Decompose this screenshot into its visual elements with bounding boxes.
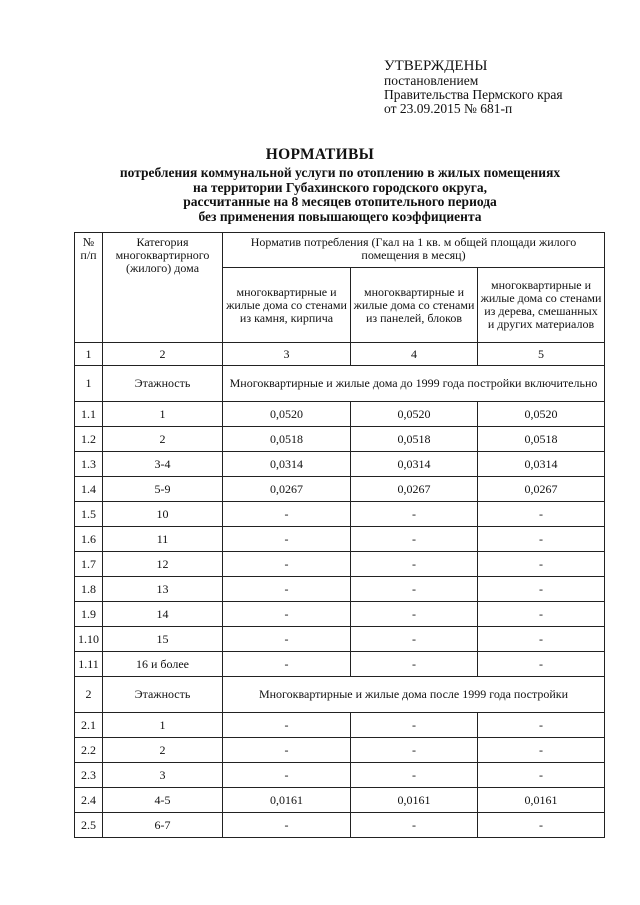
table-row xyxy=(75,788,605,813)
column-number: 3 xyxy=(223,343,351,366)
section-description: Многоквартирные и жилые дома до 1999 года постройки включительно xyxy=(223,366,605,402)
subtitle-line: рассчитанные на 8 месяцев отопительного периода xyxy=(183,194,497,209)
row-floors: 3 xyxy=(103,763,223,788)
row-floors: 12 xyxy=(103,552,223,577)
approval-block xyxy=(384,58,563,116)
header-wall-wood: многоквартирные и жилые дома со стенами из дерева, смешанных и других материалов xyxy=(478,268,605,343)
table-row xyxy=(75,652,605,677)
row-value: 0,0314 xyxy=(478,452,605,477)
section-label: Этажность xyxy=(103,366,223,402)
table-row xyxy=(75,813,605,838)
column-number: 1 xyxy=(75,343,103,366)
approval-line: постановлением xyxy=(384,73,479,88)
row-value: - xyxy=(351,713,478,738)
row-number: 1.8 xyxy=(75,577,103,602)
row-floors: 2 xyxy=(103,427,223,452)
row-number: 1.3 xyxy=(75,452,103,477)
row-value: - xyxy=(478,763,605,788)
row-value: - xyxy=(478,813,605,838)
row-value: 0,0267 xyxy=(351,477,478,502)
approval-line: от 23.09.2015 № 681-п xyxy=(384,101,513,116)
table-body xyxy=(75,366,605,838)
table-row xyxy=(75,552,605,577)
row-floors: 13 xyxy=(103,577,223,602)
row-value: - xyxy=(223,577,351,602)
row-value: 0,0520 xyxy=(478,402,605,427)
row-value: 0,0161 xyxy=(223,788,351,813)
row-floors: 3-4 xyxy=(103,452,223,477)
section-number: 2 xyxy=(75,677,103,713)
row-value: 0,0518 xyxy=(223,427,351,452)
row-floors: 16 и более xyxy=(103,652,223,677)
row-value: - xyxy=(478,738,605,763)
row-value: 0,0520 xyxy=(223,402,351,427)
row-value: - xyxy=(351,552,478,577)
row-number: 2.2 xyxy=(75,738,103,763)
table-row xyxy=(75,427,605,452)
row-value: - xyxy=(351,813,478,838)
row-value: - xyxy=(223,763,351,788)
row-value: 0,0518 xyxy=(351,427,478,452)
row-value: - xyxy=(351,602,478,627)
table-row xyxy=(75,577,605,602)
row-number: 1.5 xyxy=(75,502,103,527)
row-floors: 5-9 xyxy=(103,477,223,502)
row-value: - xyxy=(351,738,478,763)
norms-table xyxy=(74,232,605,838)
row-number: 1.6 xyxy=(75,527,103,552)
row-value: - xyxy=(223,713,351,738)
row-number: 2.3 xyxy=(75,763,103,788)
row-value: - xyxy=(223,527,351,552)
approval-title: УТВЕРЖДЕНЫ xyxy=(384,58,488,74)
row-floors: 11 xyxy=(103,527,223,552)
document-subtitle xyxy=(70,166,610,224)
approval-line: Правительства Пермского края xyxy=(384,87,563,102)
table-row xyxy=(75,602,605,627)
subtitle-line: на территории Губахинского городского округа, xyxy=(192,179,488,195)
row-floors: 6-7 xyxy=(103,813,223,838)
row-floors: 4-5 xyxy=(103,788,223,813)
row-value: - xyxy=(351,527,478,552)
row-number: 1.1 xyxy=(75,402,103,427)
row-value: - xyxy=(223,602,351,627)
row-value: - xyxy=(478,652,605,677)
row-value: 0,0518 xyxy=(478,427,605,452)
row-floors: 10 xyxy=(103,502,223,527)
table-row xyxy=(75,502,605,527)
row-value: 0,0161 xyxy=(478,788,605,813)
section-number: 1 xyxy=(75,366,103,402)
subtitle-line: без применения повышающего коэффициента xyxy=(198,208,482,224)
row-number: 1.11 xyxy=(75,652,103,677)
row-number: 1.9 xyxy=(75,602,103,627)
row-value: - xyxy=(223,502,351,527)
row-value: 0,0314 xyxy=(223,452,351,477)
row-value: - xyxy=(478,552,605,577)
column-number: 5 xyxy=(478,343,605,366)
row-value: - xyxy=(223,627,351,652)
section-label: Этажность xyxy=(103,677,223,713)
table-row xyxy=(75,738,605,763)
row-value: - xyxy=(351,627,478,652)
header-norm: Норматив потребления (Гкал на 1 кв. м общей площади жилого помещения в месяц) xyxy=(223,233,605,268)
subtitle-line: потребления коммунальной услуги по отоплению в жилых помещениях xyxy=(119,165,561,180)
row-value: - xyxy=(478,502,605,527)
row-floors: 1 xyxy=(103,402,223,427)
row-value: - xyxy=(478,627,605,652)
table-row xyxy=(75,627,605,652)
table-row xyxy=(75,452,605,477)
section-row xyxy=(75,366,605,402)
row-value: - xyxy=(351,502,478,527)
row-value: 0,0520 xyxy=(351,402,478,427)
row-floors: 1 xyxy=(103,713,223,738)
row-value: - xyxy=(223,813,351,838)
row-number: 1.4 xyxy=(75,477,103,502)
row-value: 0,0267 xyxy=(478,477,605,502)
row-value: - xyxy=(478,577,605,602)
table-row xyxy=(75,527,605,552)
row-value: 0,0314 xyxy=(351,452,478,477)
section-row xyxy=(75,677,605,713)
row-value: - xyxy=(478,527,605,552)
row-floors: 2 xyxy=(103,738,223,763)
column-number: 4 xyxy=(351,343,478,366)
table-row xyxy=(75,713,605,738)
header-category: Категория многоквартирного (жилого) дома xyxy=(103,233,223,343)
row-number: 1.2 xyxy=(75,427,103,452)
row-value: - xyxy=(351,763,478,788)
row-value: - xyxy=(351,577,478,602)
table-row xyxy=(75,402,605,427)
row-value: - xyxy=(223,552,351,577)
row-number: 2.4 xyxy=(75,788,103,813)
column-number: 2 xyxy=(103,343,223,366)
row-floors: 15 xyxy=(103,627,223,652)
row-number: 1.7 xyxy=(75,552,103,577)
row-number: 2.5 xyxy=(75,813,103,838)
row-value: - xyxy=(478,602,605,627)
table-row xyxy=(75,477,605,502)
row-number: 2.1 xyxy=(75,713,103,738)
header-num: № п/п xyxy=(75,233,103,343)
table-row xyxy=(75,763,605,788)
header-wall-stone: многоквартирные и жилые дома со стенами из камня, кирпича xyxy=(223,268,351,343)
row-value: - xyxy=(351,652,478,677)
header-wall-panel: многоквартирные и жилые дома со стенами из панелей, блоков xyxy=(351,268,478,343)
row-floors: 14 xyxy=(103,602,223,627)
row-value: - xyxy=(223,738,351,763)
row-value: - xyxy=(478,713,605,738)
row-value: - xyxy=(223,652,351,677)
row-value: 0,0267 xyxy=(223,477,351,502)
row-number: 1.10 xyxy=(75,627,103,652)
document-title: НОРМАТИВЫ xyxy=(265,146,375,163)
row-value: 0,0161 xyxy=(351,788,478,813)
section-description: Многоквартирные и жилые дома после 1999 года постройки xyxy=(223,677,605,713)
